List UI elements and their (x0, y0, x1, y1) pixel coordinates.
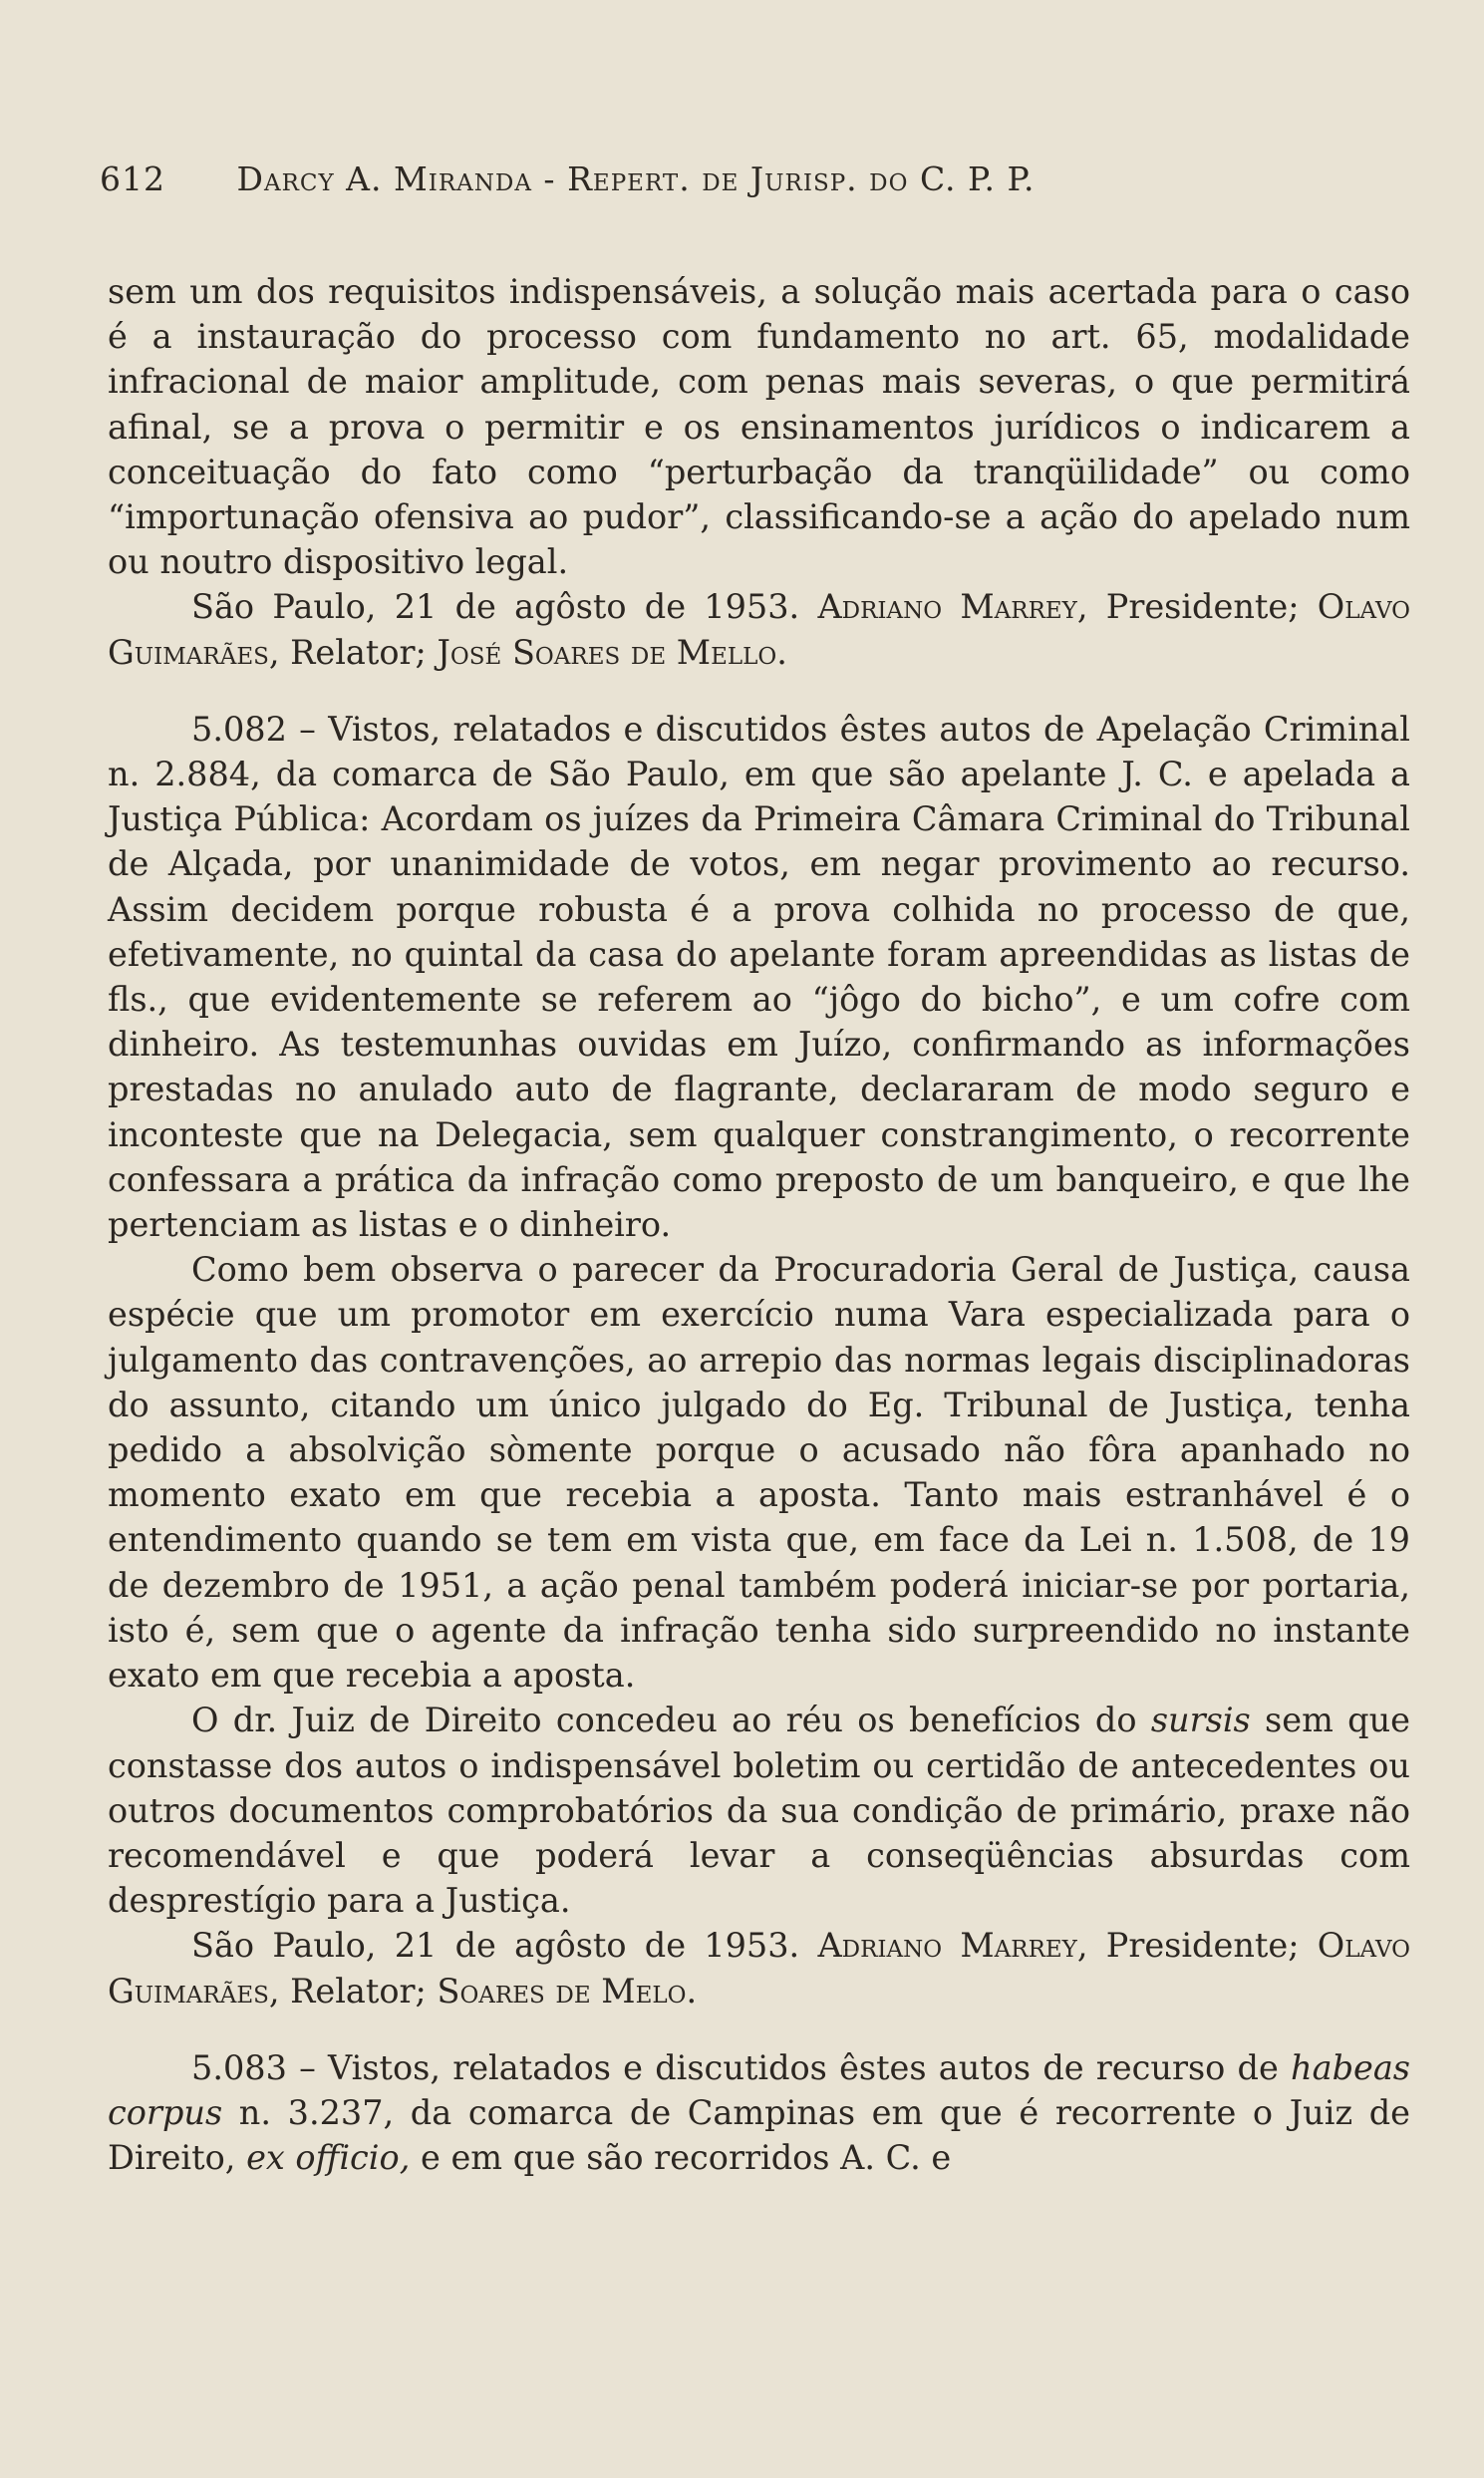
signature-role: , Relator; (268, 632, 427, 672)
signature-end: . (686, 1971, 698, 2011)
text-run: O dr. Juiz de Direito concedeu ao réu os benefícios do (191, 1701, 1151, 1740)
text-run: 5.083 – Vistos, relatados e discutidos êstes autos de recurso de (191, 2047, 1292, 2087)
signature-place-date: São Paulo, 21 de agôsto de 1953. (191, 587, 800, 627)
signature-name: Olavo Guimarães (108, 1926, 1411, 2011)
signature-role: , Presidente; (1076, 587, 1300, 627)
continued-paragraph: sem um dos requisitos indispensáveis, a solução mais acertada para o caso é a instauração do processo com fundamento no art. 65, modalidade infracional de maior amplitude, com penas mais severas, o que permitirá afinal, se a prova o permitir e os ensinamentos jurídicos o indicarem a conceituação do fato como “perturbação da tranqüilidade” ou como “importunação ofensiva ao pudor”, classificando-se a ação do apelado num ou noutro dispositivo legal. (108, 272, 1410, 582)
signature-line (108, 584, 1410, 674)
signature-place-date: São Paulo, 21 de agôsto de 1953. (191, 1926, 800, 1966)
decision-5082-paragraph-2: Como bem observa o parecer da Procuradoria Geral de Justiça, causa espécie que um promotor em exercício numa Vara especializada para o julgamento das contravenções, ao arrepio das normas legais disciplinadoras do assunto, citando um único julgado do Eg. Tribunal de Justiça, tenha pedido a absolvição sòmente porque o acusado não fôra apanhado no momento exato em que recebia a aposta. Tanto mais estranhável é o entendimento quando se tem em vista que, em face da Lei n. 1.508, de 19 de dezembro de 1951, a ação penal também poderá iniciar-se por portaria, isto é, sem que o agente da infração tenha sido surpreendido no instante exato em que recebia a aposta. (108, 1250, 1410, 1696)
body-text (108, 269, 1410, 2180)
decision-5082-paragraph-1: 5.082 – Vistos, relatados e discutidos êstes autos de Apelação Criminal n. 2.884, da comarca de São Paulo, em que são apelante J. C. e apelada a Justiça Pública: Acordam os juízes da Primeira Câmara Criminal do Tribunal de Alçada, por unanimidade de votos, em negar provimento ao recurso. Assim decidem porque robusta é a prova colhida no processo de que, efetivamente, no quintal da casa do apelante foram apreendidas as listas de fls., que evidentemente se referem ao “jôgo do bicho”, e um cofre com dinheiro. As testemunhas ouvidas em Juízo, confirmando as informações prestadas no anulado auto de flagrante, declararam de modo seguro e inconteste que na Delegacia, sem qualquer constrangimento, o recorrente confessara a prática da infração como preposto de um banqueiro, e que lhe pertenciam as listas e o dinheiro. (108, 709, 1410, 1245)
signature-role: , Relator; (268, 1971, 427, 2011)
running-title: Darcy A. Miranda - Repert. de Jurisp. do C. P. P. (236, 159, 1036, 198)
italic-term: habeas corpus (108, 2047, 1410, 2132)
text-run: n. 3.237, da comarca de Campinas em que é recorrente o Juiz de Direito, (108, 2092, 1410, 2178)
signature-name: Olavo Guimarães (108, 587, 1411, 672)
section-gap (108, 2013, 1410, 2045)
signature-name: Adriano Marrey (817, 587, 1077, 627)
italic-term: ex officio, (246, 2138, 411, 2178)
running-header (100, 159, 1384, 198)
text-run: e em que são recorridos A. C. e (410, 2138, 952, 2178)
signature-name: José Soares de Mello (437, 632, 777, 672)
signature-role: , Presidente; (1076, 1926, 1300, 1966)
signature-end: . (776, 632, 787, 672)
decision-5083-paragraph (108, 2045, 1410, 2181)
italic-term: sursis (1150, 1701, 1251, 1740)
text-run: sem que constasse dos autos o indispensável boletim ou certidão de antecedentes ou outros documentos comprobatórios da sua condição de primário, praxe não recomendável e que poderá levar a conseqüências absurdas com desprestígio para a Justiça. (108, 1701, 1410, 1921)
section-gap (108, 675, 1410, 707)
decision-5082-paragraph-3 (108, 1698, 1410, 1923)
page-number: 612 (100, 159, 165, 198)
signature-line (108, 1923, 1410, 2013)
signature-name: Adriano Marrey (817, 1926, 1077, 1966)
signature-name: Soares de Melo (437, 1971, 687, 2011)
